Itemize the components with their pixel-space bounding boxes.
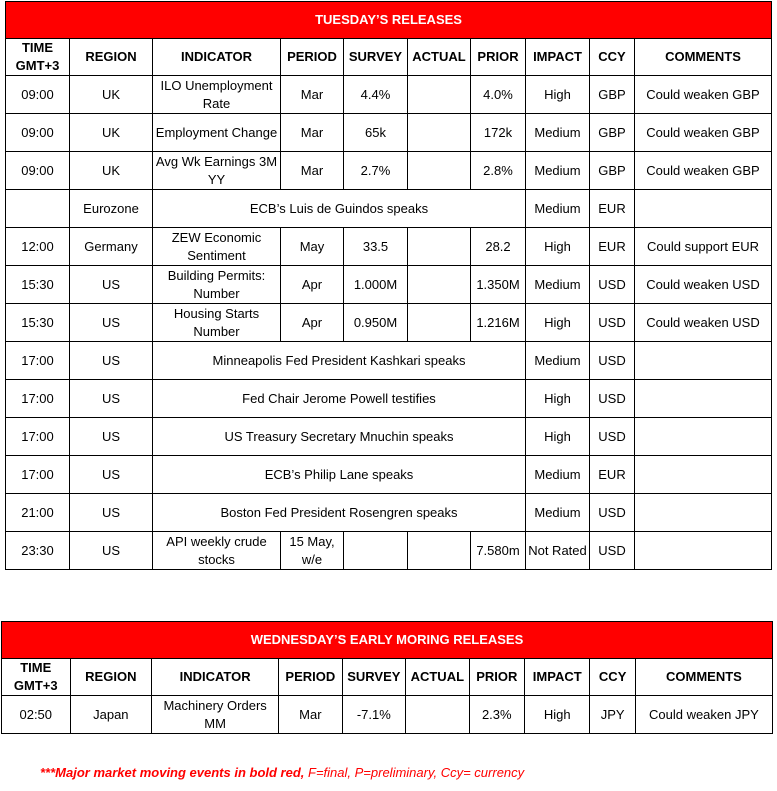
impact-cell: High [526,304,590,342]
impact-cell: High [524,696,590,734]
ccy-cell: USD [590,532,635,570]
prior-cell: 4.0% [471,76,526,114]
ccy-cell: USD [590,494,635,532]
time-cell: 15:30 [6,266,70,304]
ccy-cell: GBP [590,152,635,190]
survey-cell: 4.4% [344,76,408,114]
indicator-cell: API weekly crude stocks [153,532,281,570]
prior-cell: 1.216M [471,304,526,342]
time-cell: 15:30 [6,304,70,342]
survey-cell: -7.1% [342,696,405,734]
event-cell: Boston Fed President Rosengren speaks [153,494,526,532]
impact-cell: High [526,380,590,418]
column-header: TIME GMT+3 [6,39,70,76]
column-header: PRIOR [471,39,526,76]
indicator-cell: Avg Wk Earnings 3M YY [153,152,281,190]
column-header: COMMENTS [635,659,772,696]
ccy-cell: USD [590,418,635,456]
column-header: SURVEY [342,659,405,696]
comments-cell [635,190,772,228]
survey-cell: 1.000M [344,266,408,304]
impact-cell: Not Rated [526,532,590,570]
survey-cell [344,532,408,570]
comments-cell: Could weaken GBP [635,152,772,190]
impact-cell: Medium [526,456,590,494]
comments-cell: Could support EUR [635,228,772,266]
ccy-cell: GBP [590,76,635,114]
event-cell: Minneapolis Fed President Kashkari speaks [153,342,526,380]
column-header: PRIOR [469,659,524,696]
table-row [6,418,772,456]
region-cell: US [70,304,153,342]
event-cell: Fed Chair Jerome Powell testifies [153,380,526,418]
ccy-cell: USD [590,304,635,342]
period-cell: Mar [281,152,344,190]
column-header: CCY [590,39,635,76]
ccy-cell: GBP [590,114,635,152]
impact-cell: Medium [526,342,590,380]
table-row [6,304,772,342]
table-row [2,696,773,734]
table-row [6,266,772,304]
wednesday-releases-table [1,621,773,734]
time-cell: 09:00 [6,152,70,190]
event-cell: ECB’s Luis de Guindos speaks [153,190,526,228]
table-row [6,342,772,380]
time-cell: 09:00 [6,76,70,114]
impact-cell: High [526,418,590,456]
table-row [6,380,772,418]
table-row [6,152,772,190]
impact-cell: High [526,76,590,114]
comments-cell [635,342,772,380]
footer-bold: ***Major market moving events in bold red, [40,765,305,780]
table-row [6,76,772,114]
prior-cell: 1.350M [471,266,526,304]
column-header: REGION [70,39,153,76]
period-cell: Apr [281,266,344,304]
column-header: COMMENTS [635,39,772,76]
time-cell [6,190,70,228]
impact-cell: Medium [526,266,590,304]
prior-cell: 2.8% [471,152,526,190]
time-cell: 23:30 [6,532,70,570]
comments-cell [635,494,772,532]
impact-cell: Medium [526,494,590,532]
survey-cell: 0.950M [344,304,408,342]
comments-cell [635,380,772,418]
comments-cell [635,456,772,494]
region-cell: Eurozone [70,190,153,228]
survey-cell: 65k [344,114,408,152]
column-header: ACTUAL [408,39,471,76]
column-header: INDICATOR [153,39,281,76]
time-cell: 17:00 [6,456,70,494]
actual-cell [408,304,471,342]
period-cell: Mar [281,76,344,114]
event-cell: ECB’s Philip Lane speaks [153,456,526,494]
indicator-cell: ZEW Economic Sentiment [153,228,281,266]
prior-cell: 2.3% [469,696,524,734]
comments-cell [635,418,772,456]
event-cell: US Treasury Secretary Mnuchin speaks [153,418,526,456]
region-cell: UK [70,114,153,152]
region-cell: UK [70,152,153,190]
comments-cell [635,532,772,570]
time-cell: 17:00 [6,418,70,456]
table-title: TUESDAY’S RELEASES [6,2,772,39]
time-cell: 17:00 [6,380,70,418]
prior-cell: 7.580m [471,532,526,570]
period-cell: Mar [281,114,344,152]
period-cell: Mar [279,696,342,734]
ccy-cell: USD [590,342,635,380]
indicator-cell: Machinery Orders MM [152,696,279,734]
impact-cell: Medium [526,190,590,228]
column-header: CCY [590,659,635,696]
table-row [6,114,772,152]
region-cell: US [70,418,153,456]
actual-cell [408,152,471,190]
impact-cell: High [526,228,590,266]
comments-cell: Could weaken USD [635,266,772,304]
column-header: IMPACT [526,39,590,76]
column-header: REGION [70,659,152,696]
region-cell: US [70,532,153,570]
column-header: IMPACT [524,659,590,696]
region-cell: US [70,266,153,304]
indicator-cell: Building Permits: Number [153,266,281,304]
impact-cell: Medium [526,114,590,152]
comments-cell: Could weaken JPY [635,696,772,734]
actual-cell [408,76,471,114]
comments-cell: Could weaken USD [635,304,772,342]
ccy-cell: EUR [590,228,635,266]
column-header: INDICATOR [152,659,279,696]
survey-cell: 33.5 [344,228,408,266]
ccy-cell: USD [590,266,635,304]
table-row [6,532,772,570]
actual-cell [408,114,471,152]
actual-cell [408,228,471,266]
period-cell: 15 May, w/e [281,532,344,570]
region-cell: US [70,456,153,494]
time-cell: 02:50 [2,696,71,734]
column-header: ACTUAL [406,659,469,696]
time-cell: 09:00 [6,114,70,152]
ccy-cell: JPY [590,696,635,734]
impact-cell: Medium [526,152,590,190]
time-cell: 17:00 [6,342,70,380]
ccy-cell: EUR [590,456,635,494]
region-cell: US [70,342,153,380]
time-cell: 21:00 [6,494,70,532]
indicator-cell: Housing Starts Number [153,304,281,342]
column-header: SURVEY [344,39,408,76]
period-cell: Apr [281,304,344,342]
indicator-cell: Employment Change [153,114,281,152]
period-cell: May [281,228,344,266]
actual-cell [406,696,469,734]
prior-cell: 172k [471,114,526,152]
region-cell: Japan [70,696,152,734]
column-header: PERIOD [281,39,344,76]
tuesday-releases-table [5,1,772,570]
actual-cell [408,532,471,570]
ccy-cell: EUR [590,190,635,228]
survey-cell: 2.7% [344,152,408,190]
footer-note [40,765,524,780]
footer-rest: F=final, P=preliminary, Ccy= currency [304,765,525,780]
region-cell: US [70,380,153,418]
column-header: PERIOD [279,659,342,696]
region-cell: Germany [70,228,153,266]
table-row [6,190,772,228]
comments-cell: Could weaken GBP [635,76,772,114]
actual-cell [408,266,471,304]
column-header: TIME GMT+3 [2,659,71,696]
table-row [6,494,772,532]
table-row [6,228,772,266]
prior-cell: 28.2 [471,228,526,266]
ccy-cell: USD [590,380,635,418]
time-cell: 12:00 [6,228,70,266]
table-title: WEDNESDAY’S EARLY MORING RELEASES [2,622,773,659]
region-cell: UK [70,76,153,114]
region-cell: US [70,494,153,532]
comments-cell: Could weaken GBP [635,114,772,152]
indicator-cell: ILO Unemployment Rate [153,76,281,114]
table-row [6,456,772,494]
